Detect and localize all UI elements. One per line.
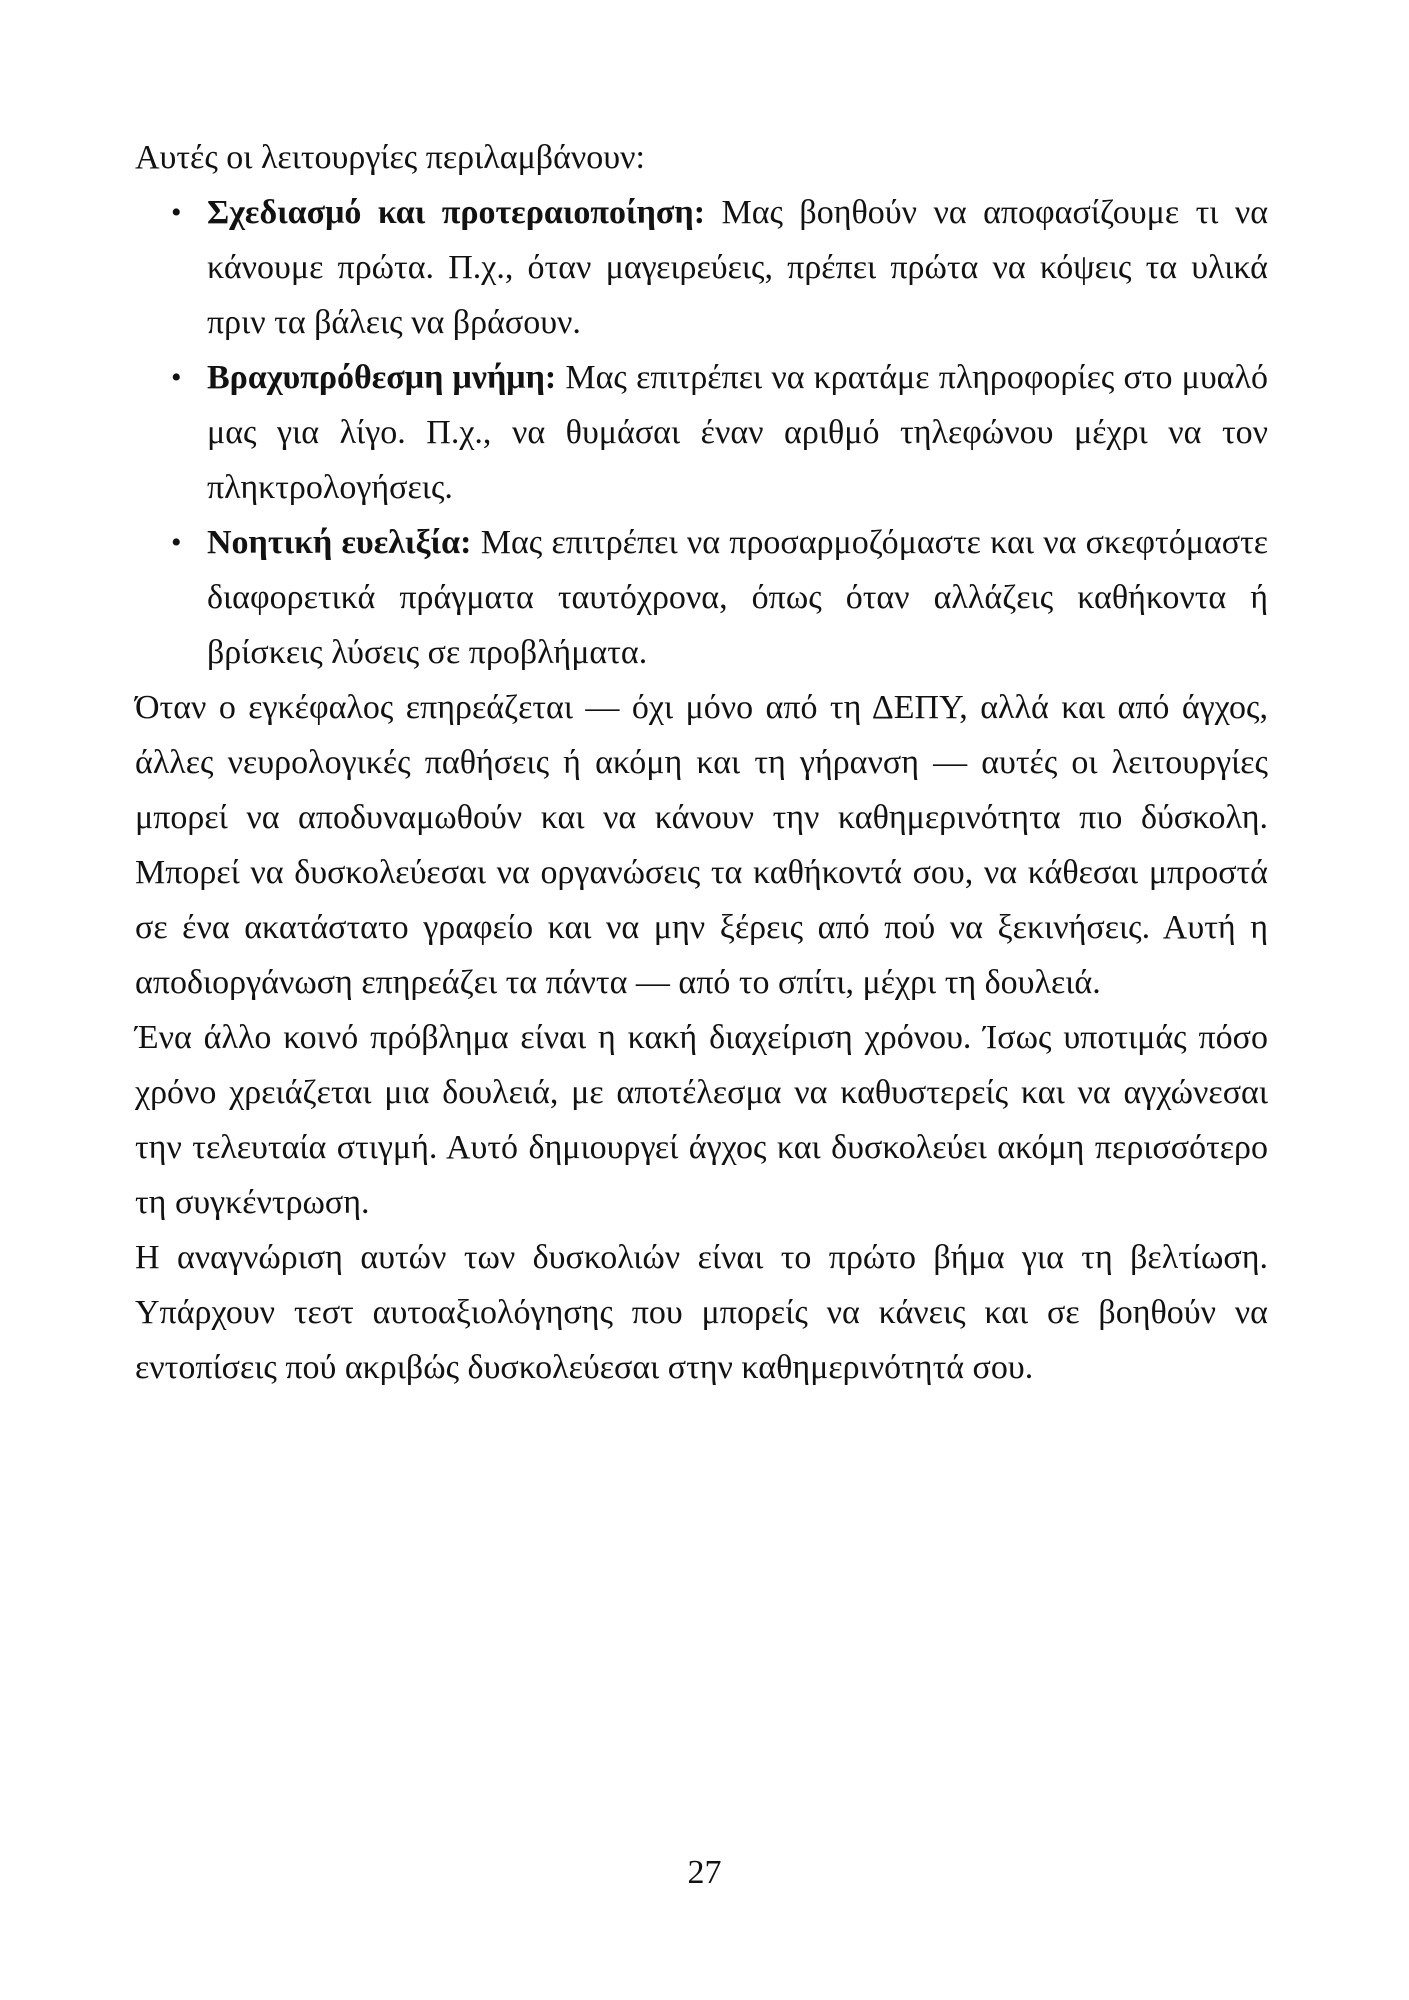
intro-line: Αυτές οι λειτουργίες περιλαμβάνουν: (135, 139, 645, 176)
bullet-icon: • (171, 361, 182, 394)
page-text-block (135, 130, 1268, 1395)
bullet-term: Σχεδιασμό και προτεραιοποίηση: (207, 194, 706, 231)
bullet-icon: • (171, 526, 182, 559)
list-item (135, 185, 1268, 350)
bullet-icon: • (171, 196, 182, 229)
body-paragraph: Η αναγνώριση αυτών των δυσκολιών είναι το πρώτο βήμα για τη βελτίωση. Υπάρχουν τεστ αυτοαξιολόγησης που μπορείς να κάνεις και σε βοηθούν να εντοπίσεις πού ακριβώς δυσκολεύεσαι στην καθημερινότητά σου. (135, 1239, 1268, 1386)
page-number: 27 (687, 1854, 722, 1891)
body-paragraph: Ένα άλλο κοινό πρόβλημα είναι η κακή διαχείριση χρόνου. Ίσως υποτιμάς πόσο χρόνο χρειάζεται μια δουλειά, με αποτέλεσμα να καθυστερείς και να αγχώνεσαι την τελευταία στιγμή. Αυτό δημιουργεί άγχος και δυσκολεύει ακόμη περισσότερο τη συγκέντρωση. (135, 1019, 1268, 1221)
list-item (135, 515, 1268, 680)
bullet-text: Μας επιτρέπει να προσαρμοζόμαστε και να σκεφτόμαστε διαφορετικά πράγματα ταυτόχρονα, όπως όταν αλλάζεις καθήκοντα ή βρίσκεις λύσεις σε προβλήματα. (207, 524, 1269, 671)
executive-functions-list (135, 185, 1268, 680)
list-item (135, 350, 1268, 515)
body-paragraph: Όταν ο εγκέφαλος επηρεάζεται — όχι μόνο από τη ΔΕΠΥ, αλλά και από άγχος, άλλες νευρολογικές παθήσεις ή ακόμη και τη γήρανση — αυτές οι λειτουργίες μπορεί να αποδυναμωθούν και να κάνουν την καθημερινότητα πιο δύσκολη. Μπορεί να δυσκολεύεσαι να οργανώσεις τα καθήκοντά σου, να κάθεσαι μπροστά σε ένα ακατάστατο γραφείο και να μην ξέρεις από πού να ξεκινήσεις. Αυτή η αποδιοργάνωση επηρεάζει τα πάντα — από το σπίτι, μέχρι τη δουλειά. (135, 689, 1268, 1001)
bullet-text: Μας βοηθούν να αποφασίζουμε τι να κάνουμε πρώτα. Π.χ., όταν μαγειρεύεις, πρέπει πρώτα να κόψεις τα υλικά πριν τα βάλεις να βράσουν. (207, 194, 1269, 341)
bullet-term: Νοητική ευελιξία: (207, 524, 472, 561)
bullet-text: Μας επιτρέπει να κρατάμε πληροφορίες στο μυαλό μας για λίγο. Π.χ., να θυμάσαι έναν αριθμό τηλεφώνου μέχρι να τον πληκτρολογήσεις. (207, 359, 1268, 506)
bullet-term: Βραχυπρόθεσμη μνήμη: (207, 359, 557, 396)
